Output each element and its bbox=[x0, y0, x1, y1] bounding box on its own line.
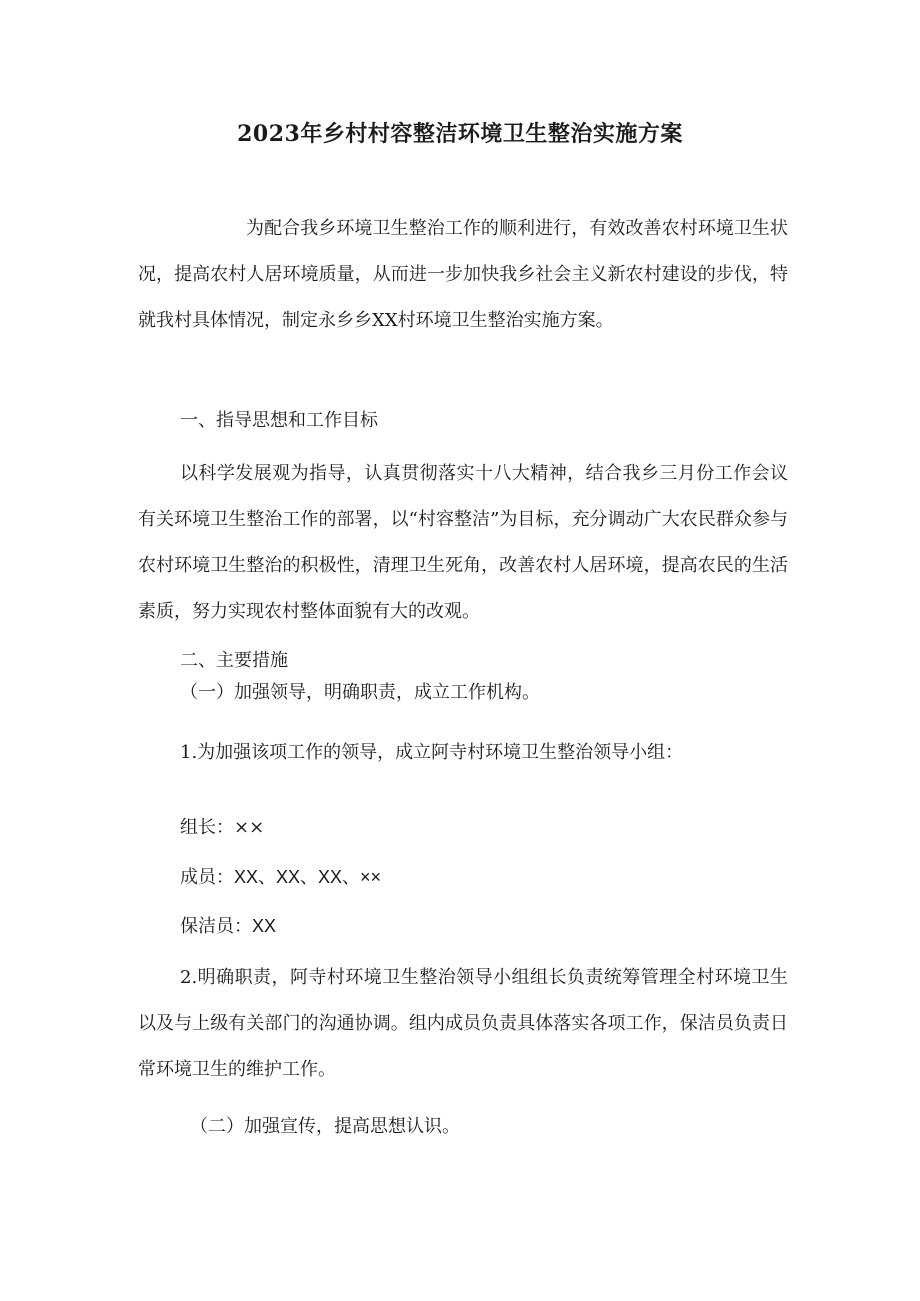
section1-heading: 一、指导思想和工作目标 bbox=[180, 410, 378, 431]
section2-heading: 二、主要措施 bbox=[180, 650, 288, 671]
subsection1-heading: （一）加强领导，明确职责，成立工作机构。 bbox=[180, 682, 540, 703]
section1-body: 以科学发展观为指导，认真贯彻落实十八大精神，结合我乡三月份工作会议有关环境卫生整治工作的部署，以“村容整洁”为目标，充分调动广大农民群众参与农村环境卫生整治的积极性，清理卫生死角，改善农村人居环境，提高农民的生活素质，努力实现农村整体面貌有大的改观。 bbox=[138, 463, 788, 622]
item2-paragraph: 2.明确职责，阿寺村环境卫生整治领导小组组长负责统筹管理全村环境卫生以及与上级有关部门的沟通协调。组内成员负责具体落实各项工作，保洁员负责日常环境卫生的维护工作。 bbox=[138, 967, 788, 1080]
subsection2-heading: （二）加强宣传，提高思想认识。 bbox=[190, 1116, 460, 1137]
leader-line: 组长：×× bbox=[180, 817, 265, 838]
members-line: 成员：XX、XX、XX、×× bbox=[180, 867, 382, 887]
cleaner-line: 保洁员：XX bbox=[180, 916, 277, 936]
document-title: 2023年乡村村容整洁环境卫生整治实施方案 bbox=[237, 121, 683, 147]
intro-paragraph: 为配合我乡环境卫生整治工作的顺利进行，有效改善农村环境卫生状况，提高农村人居环境质量，从而进一步加快我乡社会主义新农村建设的步伐，特就我村具体情况，制定永乡乡XX村环境卫生整治实施方案。 bbox=[138, 218, 788, 331]
item1-text: 1.为加强该项工作的领导，成立阿寺村环境卫生整治领导小组： bbox=[180, 742, 684, 763]
